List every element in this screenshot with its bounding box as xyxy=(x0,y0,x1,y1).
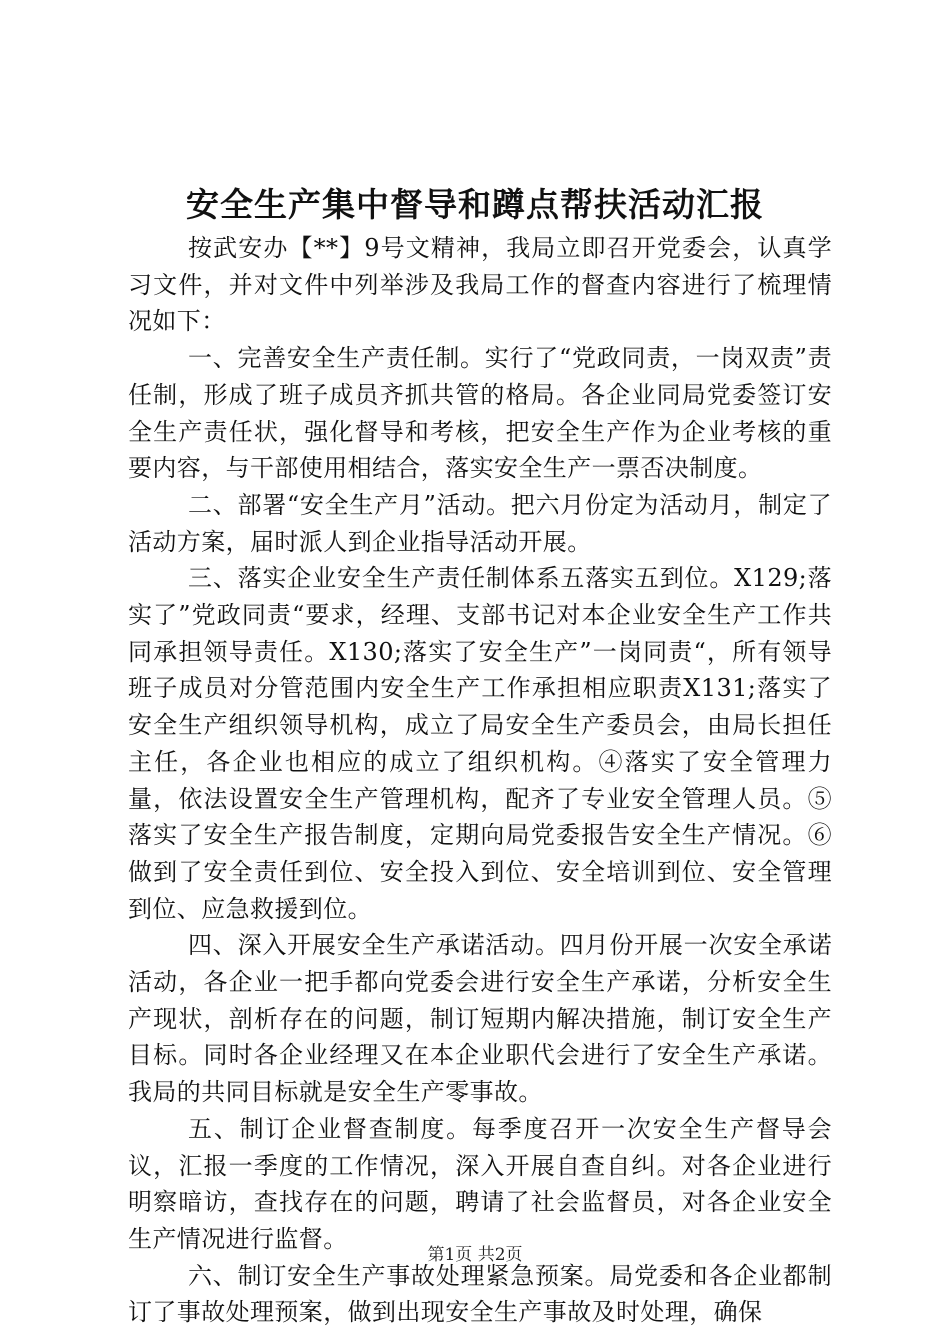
document-title: 安全生产集中督导和蹲点帮扶活动汇报 xyxy=(186,185,764,224)
paragraph-section-1: 一、完善安全生产责任制。实行了“党政同责，一岗双责”责任制，形成了班子成员齐抓共管的格局。各企业同局党委签订安全生产责任状，强化督导和考核，把安全生产作为企业考核的重要内容，与干部使用相结合，落实安全生产一票否决制度。 xyxy=(128,344,832,483)
paragraph-intro: 按武安办【**】9号文精神，我局立即召开党委会，认真学习文件，并对文件中列举涉及我局工作的督查内容进行了梳理情况如下： xyxy=(128,234,832,336)
paragraph-section-3: 三、落实企业安全生产责任制体系五落实五到位。X129;落实了”党政同责“要求，经理、支部书记对本企业安全生产工作共同承担领导责任。X130;落实了安全生产”一岗同责“，所有领导班子成员对分管范围内安全生产工作承担相应职责X131;落实了安全生产组织领导机构，成立了局安全生产委员会，由局长担任主任，各企业也相应的成立了组织机构。④落实了安全管理力量，依法设置安全生产管理机构，配齐了专业安全管理人员。⑤落实了安全生产报告制度，定期向局党委报告安全生产情况。⑥做到了安全责任到位、安全投入到位、安全培训到位、安全管理到位、应急救援到位。 xyxy=(128,564,832,923)
paragraph-section-5: 五、制订企业督查制度。每季度召开一次安全生产督导会议，汇报一季度的工作情况，深入开展自查自纠。对各企业进行明察暗访，查找存在的问题，聘请了社会监督员，对各企业安全生产情况进行监督。 xyxy=(128,1114,832,1253)
document-body xyxy=(128,230,832,1331)
page-number-footer: 第1页 共2页 xyxy=(427,1245,523,1265)
paragraph-section-2: 二、部署“安全生产月”活动。把六月份定为活动月，制定了活动方案，届时派人到企业指导活动开展。 xyxy=(128,490,832,556)
paragraph-section-4: 四、深入开展安全生产承诺活动。四月份开展一次安全承诺活动，各企业一把手都向党委会进行安全生产承诺，分析安全生产现状，剖析存在的问题，制订短期内解决措施，制订安全生产目标。同时各企业经理又在本企业职代会进行了安全生产承诺。我局的共同目标就是安全生产零事故。 xyxy=(128,931,832,1107)
paragraph-section-6: 六、制订安全生产事故处理紧急预案。局党委和各企业都制订了事故处理预案，做到出现安全生产事故及时处理，确保 xyxy=(128,1261,832,1327)
